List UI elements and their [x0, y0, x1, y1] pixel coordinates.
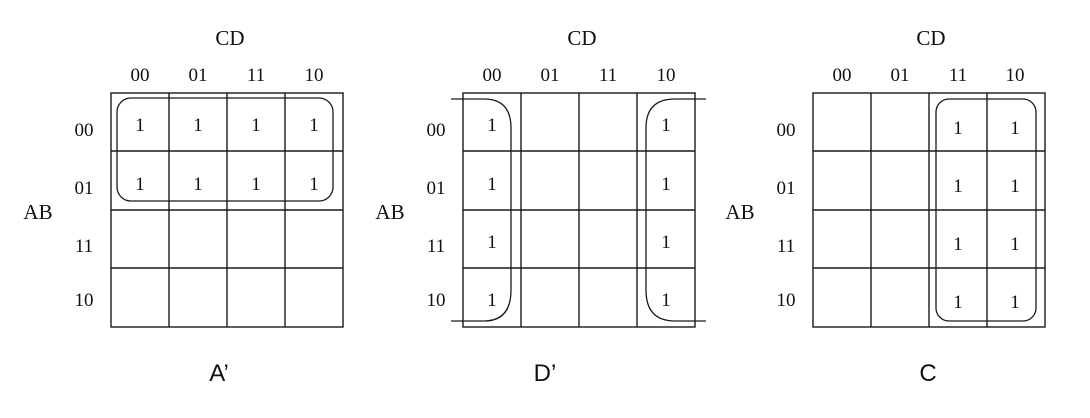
- row-label: 01: [776, 178, 796, 199]
- row-label: 10: [776, 290, 796, 311]
- kmap-grid: [463, 93, 695, 327]
- column-label: 11: [948, 65, 968, 86]
- row-label: 11: [776, 236, 796, 257]
- row-label: 10: [74, 290, 94, 311]
- cell-value: 1: [251, 115, 261, 136]
- column-variable-label: CD: [215, 26, 245, 50]
- kmap-c: [725, 26, 1045, 387]
- row-label: 01: [74, 178, 94, 199]
- cell-value: 1: [135, 115, 145, 136]
- cell-value: 1: [251, 174, 261, 195]
- cell-value: 1: [1010, 118, 1020, 139]
- cell-value: 1: [953, 234, 963, 255]
- column-label: 10: [304, 65, 324, 86]
- cell-value: 1: [487, 174, 497, 195]
- cell-value: 1: [661, 232, 671, 253]
- row-variable-label: AB: [725, 200, 755, 224]
- cell-value: 1: [953, 176, 963, 197]
- row-variable-label: AB: [375, 200, 405, 224]
- cell-value: 1: [1010, 292, 1020, 313]
- row-label: 11: [74, 236, 94, 257]
- cell-value: 1: [661, 290, 671, 311]
- column-label: 00: [130, 65, 150, 86]
- column-label: 11: [246, 65, 266, 86]
- cell-value: 1: [487, 232, 497, 253]
- row-label: 00: [776, 120, 796, 141]
- map-caption: D’: [533, 360, 557, 387]
- group-loop: [117, 98, 333, 201]
- map-caption: C: [919, 360, 937, 387]
- cell-value: 1: [1010, 234, 1020, 255]
- column-label: 00: [832, 65, 852, 86]
- cell-value: 1: [193, 174, 203, 195]
- row-variable-label: AB: [23, 200, 53, 224]
- column-label: 10: [1005, 65, 1025, 86]
- cell-value: 1: [1010, 176, 1020, 197]
- column-label: 00: [482, 65, 502, 86]
- column-label: 11: [598, 65, 618, 86]
- row-label: 00: [426, 120, 446, 141]
- row-label: 10: [426, 290, 446, 311]
- row-label: 11: [426, 236, 446, 257]
- cell-value: 1: [661, 174, 671, 195]
- column-label: 01: [188, 65, 208, 86]
- row-label: 01: [426, 178, 446, 199]
- cell-value: 1: [193, 115, 203, 136]
- cell-value: 1: [487, 290, 497, 311]
- kmap-a-prime: [23, 26, 343, 387]
- column-variable-label: CD: [916, 26, 946, 50]
- cell-value: 1: [309, 174, 319, 195]
- cell-value: 1: [309, 115, 319, 136]
- column-label: 01: [890, 65, 910, 86]
- cell-value: 1: [135, 174, 145, 195]
- kmap-d-prime: [375, 26, 706, 387]
- cell-value: 1: [953, 118, 963, 139]
- column-label: 01: [540, 65, 560, 86]
- column-label: 10: [656, 65, 676, 86]
- cell-value: 1: [487, 115, 497, 136]
- map-caption: A’: [209, 360, 229, 387]
- cell-value: 1: [661, 115, 671, 136]
- kmap-grid: [111, 93, 343, 327]
- column-variable-label: CD: [567, 26, 597, 50]
- row-label: 00: [74, 120, 94, 141]
- cell-value: 1: [953, 292, 963, 313]
